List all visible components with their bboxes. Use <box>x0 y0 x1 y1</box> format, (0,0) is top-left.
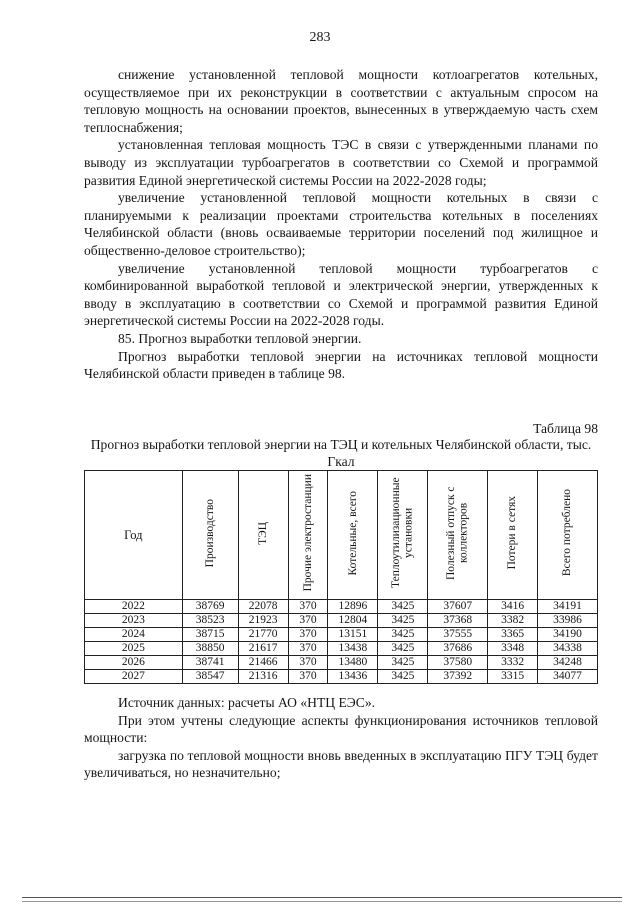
table-header-row <box>85 471 598 600</box>
table-row <box>85 642 598 656</box>
table-cell: 38547 <box>182 670 238 684</box>
table-cell: 21770 <box>238 628 288 642</box>
after-table-text <box>84 694 598 782</box>
table-cell: 3425 <box>378 614 428 628</box>
scan-edge-line <box>22 901 622 902</box>
table-cell: 38769 <box>182 600 238 614</box>
table-row <box>85 670 598 684</box>
table-cell: 21316 <box>238 670 288 684</box>
table-row <box>85 600 598 614</box>
table-cell: 3425 <box>378 642 428 656</box>
table-cell: 37686 <box>428 642 488 656</box>
table-cell: 3425 <box>378 600 428 614</box>
table-cell: 13436 <box>328 670 378 684</box>
table-cell: 3315 <box>488 670 538 684</box>
table-cell: 3382 <box>488 614 538 628</box>
table-cell: 13438 <box>328 642 378 656</box>
paragraph: установленная тепловая мощность ТЭС в связи с утвержденными планами по выводу из эксплуатации турбоагрегатов в соответствии со Схемой и программой развития Единой энергетической системы России на 2022-2028 годы; <box>84 137 598 188</box>
column-header <box>328 471 378 600</box>
table-cell: 12896 <box>328 600 378 614</box>
table-cell: 37580 <box>428 656 488 670</box>
table-cell: 21923 <box>238 614 288 628</box>
column-header <box>488 471 538 600</box>
table-cell: 2026 <box>85 656 183 670</box>
table-cell: 3425 <box>378 656 428 670</box>
table-cell: 2022 <box>85 600 183 614</box>
scan-edge-line <box>22 897 622 898</box>
table-caption: Прогноз выработки тепловой энергии на ТЭЦ и котельных Челябинской области, тыс. Гкал <box>90 437 592 469</box>
table-cell: 34190 <box>538 628 598 642</box>
paragraph: снижение установленной тепловой мощности котлоагрегатов котельных, осуществляемое при их реконструкции в соответствии с актуальным спросом на тепловую мощность на основании проектов, вынесенных в утверждаемую часть схем теплоснабжения; <box>84 67 598 135</box>
table-cell: 34077 <box>538 670 598 684</box>
column-header <box>238 471 288 600</box>
table-cell: 37368 <box>428 614 488 628</box>
column-header-label: Котельные, всего <box>346 490 359 576</box>
table-cell: 13480 <box>328 656 378 670</box>
table-cell: 34191 <box>538 600 598 614</box>
paragraph: Прогноз выработки тепловой энергии на источниках тепловой мощности Челябинской области приведен в таблице 98. <box>84 348 598 382</box>
table-cell: 13151 <box>328 628 378 642</box>
table-cell: 38741 <box>182 656 238 670</box>
table-cell: 3416 <box>488 600 538 614</box>
table-cell: 370 <box>288 642 328 656</box>
column-header-label: Теплоутилизационные установки <box>390 477 415 589</box>
table-cell: 33986 <box>538 614 598 628</box>
column-header <box>288 471 328 600</box>
table-cell: 2027 <box>85 670 183 684</box>
table-cell: 3365 <box>488 628 538 642</box>
table-cell: 2025 <box>85 642 183 656</box>
body-text <box>84 66 598 383</box>
column-header-label: Потери в сетях <box>506 496 519 570</box>
table-row <box>85 656 598 670</box>
table-cell: 21617 <box>238 642 288 656</box>
table-cell: 3425 <box>378 670 428 684</box>
table-cell: 2023 <box>85 614 183 628</box>
table-cell: 38850 <box>182 642 238 656</box>
table-cell: 34338 <box>538 642 598 656</box>
table-cell: 21466 <box>238 656 288 670</box>
section-heading: 85. Прогноз выработки тепловой энергии. <box>118 330 362 346</box>
table-cell: 370 <box>288 628 328 642</box>
paragraph: загрузка по тепловой мощности вновь введенных в эксплуатацию ПГУ ТЭЦ будет увеличиваться, но незначительно; <box>84 747 598 781</box>
table-cell: 37555 <box>428 628 488 642</box>
table-cell: 3348 <box>488 642 538 656</box>
paragraph: увеличение установленной тепловой мощности турбоагрегатов с комбинированной выработкой тепловой и электрической энергии, утвержденных к вводу в эксплуатацию в соответствии со Схемой и программой развития Единой энергетической системы России на 2022-2028 годы. <box>84 260 598 329</box>
column-header: Год <box>85 471 183 600</box>
table-cell: 3425 <box>378 628 428 642</box>
column-header-label: ТЭЦ <box>256 521 269 545</box>
page-number: 283 <box>309 30 331 45</box>
table-cell: 370 <box>288 656 328 670</box>
table-cell: 34248 <box>538 656 598 670</box>
column-header-label: Прочие электростанции <box>301 474 314 592</box>
table-row <box>85 614 598 628</box>
table-label: Таблица 98 <box>533 421 598 436</box>
column-header-label: Производство <box>203 498 216 568</box>
table-cell: 2024 <box>85 628 183 642</box>
column-header-label: Всего потреблено <box>561 489 574 577</box>
column-header <box>182 471 238 600</box>
table-cell: 37392 <box>428 670 488 684</box>
table-source-note: Источник данных: расчеты АО «НТЦ ЕЭС». <box>118 695 376 710</box>
table-cell: 37607 <box>428 600 488 614</box>
column-header-label: Полезный отпуск с коллекторов <box>445 486 470 580</box>
paragraph: увеличение установленной тепловой мощности котельных в связи с планируемыми к реализации проектами строительства котельных в поселениях Челябинской области (вновь осваиваемые территории поселений под жилищное и общественно-деловое строительство); <box>84 190 598 258</box>
forecast-table <box>84 470 598 684</box>
table-cell: 22078 <box>238 600 288 614</box>
table-cell: 38523 <box>182 614 238 628</box>
column-header <box>538 471 598 600</box>
column-header <box>428 471 488 600</box>
table-cell: 370 <box>288 600 328 614</box>
table-cell: 38715 <box>182 628 238 642</box>
column-header <box>378 471 428 600</box>
table-cell: 370 <box>288 614 328 628</box>
table-cell: 370 <box>288 670 328 684</box>
paragraph: При этом учтены следующие аспекты функционирования источников тепловой мощности: <box>84 712 598 746</box>
table-cell: 3332 <box>488 656 538 670</box>
table-cell: 12804 <box>328 614 378 628</box>
table-row <box>85 628 598 642</box>
